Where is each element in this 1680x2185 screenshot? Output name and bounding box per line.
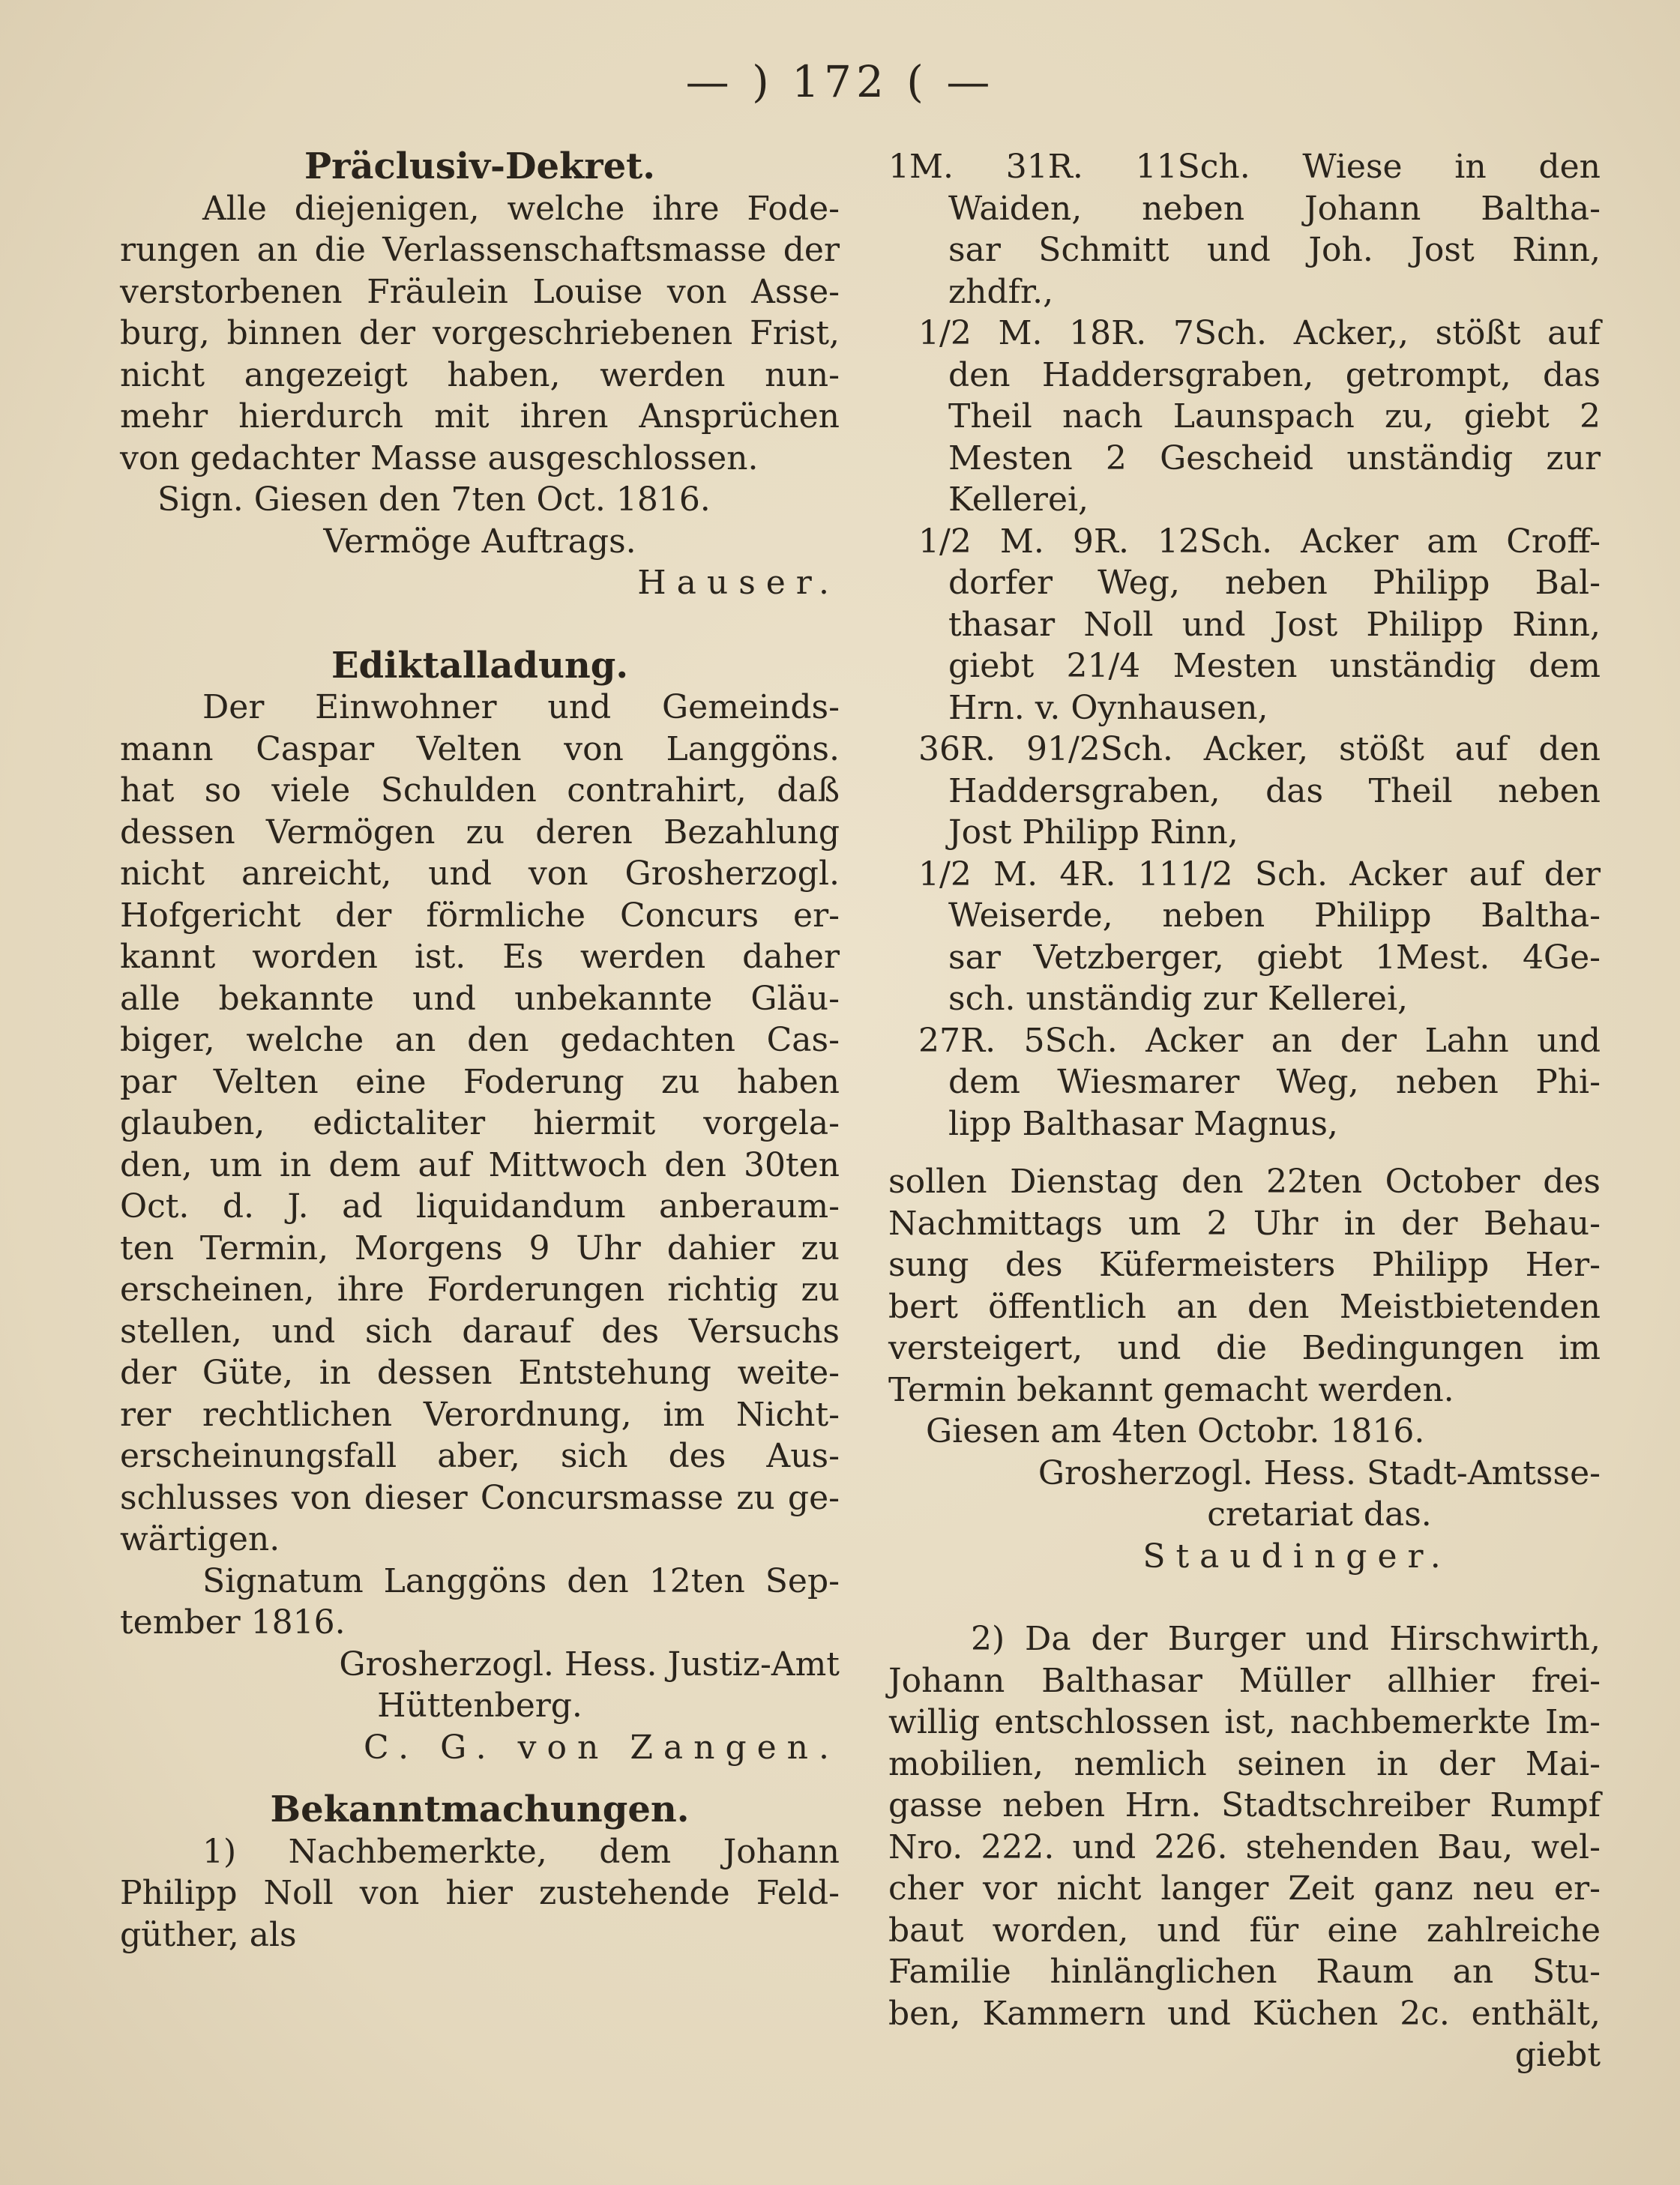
text-line: zhdfr.,	[948, 272, 1054, 311]
text-line: den, um in dem auf Mittwoch den 30ten	[120, 1145, 840, 1184]
text-line: schlusses von dieser Concursmasse zu ge-	[120, 1478, 840, 1517]
text-line: der Güte, in dessen Entstehung weite-	[120, 1354, 840, 1392]
text-line: burg, binnen der vorgeschriebenen Frist,	[120, 314, 840, 352]
text-line: verstorbenen Fräulein Louise von Asse-	[120, 272, 840, 311]
signer-name: Hauser.	[637, 564, 840, 602]
text-line: 27R. 5Sch. Acker an der Lahn und	[918, 1021, 1601, 1060]
section-title-ediktalladung: Ediktalladung.	[331, 644, 629, 687]
text-line: par Velten eine Foderung zu haben	[120, 1062, 840, 1101]
text-line: versteigert, und die Bedingungen im	[888, 1329, 1601, 1367]
text-line: Nachmittags um 2 Uhr in der Behau-	[888, 1204, 1601, 1243]
authority-line: Grosherzogl. Hess. Justiz-Amt	[339, 1645, 840, 1684]
text-line: Philipp Noll von hier zustehende Feld-	[120, 1874, 840, 1912]
text-line: cher vor nicht langer Zeit ganz neu er-	[888, 1869, 1601, 1908]
text-line: güther, als	[120, 1915, 297, 1954]
text-line: sung des Küfermeisters Philipp Her-	[888, 1246, 1601, 1284]
text-line: Familie hinlänglichen Raum an Stu-	[888, 1953, 1601, 1991]
text-line: Hrn. v. Oynhausen,	[948, 688, 1268, 727]
property-entry	[888, 313, 1601, 521]
text-line: 1M. 31R. 11Sch. Wiese in den	[888, 148, 1601, 186]
property-entry	[888, 521, 1601, 729]
text-line: rer rechtlichen Verordnung, im Nicht-	[120, 1395, 840, 1434]
text-line: Kellerei,	[948, 480, 1089, 519]
text-line: Hofgericht der förmliche Concurs er-	[120, 896, 840, 935]
text-line: willig entschlossen ist, nachbemerkte Im-	[888, 1703, 1601, 1741]
signer-name: C. G. von Zangen.	[364, 1728, 840, 1767]
text-line: Mesten 2 Gescheid unständig zur	[948, 438, 1601, 477]
catchword: giebt	[1514, 2036, 1601, 2074]
text-line: Oct. d. J. ad liquidandum anberaum-	[120, 1187, 840, 1226]
text-line: ben, Kammern und Küchen 2c. enthält,	[888, 1994, 1601, 2033]
text-line: Waiden, neben Johann Baltha-	[948, 189, 1601, 228]
text-line: Jost Philipp Rinn,	[948, 813, 1238, 852]
section-title-bekanntmachungen: Bekanntmachungen.	[270, 1788, 690, 1830]
text-line: mehr hierdurch mit ihren Ansprüchen	[120, 397, 840, 436]
text-line: erscheinungsfall aber, sich des Aus-	[120, 1437, 840, 1475]
text-line: sar Vetzberger, giebt 1Mest. 4Ge-	[948, 938, 1601, 977]
signature-date: Giesen am 4ten Octobr. 1816.	[926, 1412, 1425, 1450]
text-line: lipp Balthasar Magnus,	[948, 1104, 1338, 1143]
property-entry	[888, 729, 1601, 854]
text-line: nicht angezeigt haben, werden nun-	[120, 355, 840, 394]
text-line: Der Einwohner und Gemeinds-	[202, 688, 840, 726]
text-line: dem Wiesmarer Weg, neben Phi-	[948, 1063, 1601, 1101]
text-line: 1) Nachbemerkte, dem Johann	[202, 1832, 840, 1871]
property-list	[888, 146, 1601, 1145]
text-line: Alle diejenigen, welche ihre Fode-	[202, 189, 840, 228]
text-line: den Haddersgraben, getrompt, das	[948, 355, 1601, 394]
authority-line: cretariat das.	[1207, 1495, 1432, 1534]
text-line: giebt 21/4 Mesten unständig dem	[948, 647, 1601, 685]
page-number: — ) 172 ( —	[685, 56, 995, 107]
signature-date: Sign. Giesen den 7ten Oct. 1816.	[157, 480, 711, 519]
authority-line: Hüttenberg.	[377, 1687, 582, 1725]
text-line: Nro. 222. und 226. stehenden Bau, wel-	[888, 1827, 1601, 1866]
text-line: rungen an die Verlassenschaftsmasse der	[120, 231, 840, 269]
text-line: sollen Dienstag den 22ten October des	[888, 1163, 1601, 1201]
text-line: alle bekannte und unbekannte Gläu-	[120, 979, 840, 1018]
text-line: 1/2 M. 9R. 12Sch. Acker am Croff-	[918, 522, 1601, 561]
property-entry	[888, 146, 1601, 313]
text-line: von gedachter Masse ausgeschlossen.	[120, 438, 759, 477]
text-line: Weiserde, neben Philipp Baltha-	[948, 896, 1601, 935]
text-line: 1/2 M. 18R. 7Sch. Acker,, stößt auf	[918, 314, 1601, 352]
text-line: stellen, und sich darauf des Versuchs	[120, 1312, 840, 1351]
property-entry	[888, 854, 1601, 1020]
right-column	[888, 146, 1601, 2076]
text-line: gasse neben Hrn. Stadtschreiber Rumpf	[888, 1786, 1601, 1824]
text-line: glauben, edictaliter hiermit vorgela-	[120, 1104, 840, 1142]
text-line: baut worden, und für eine zahlreiche	[888, 1911, 1601, 1950]
text-line: 2) Da der Burger und Hirschwirth,	[971, 1620, 1601, 1658]
authority-line: Grosherzogl. Hess. Stadt-Amtsse-	[1038, 1453, 1601, 1492]
text-line: dessen Vermögen zu deren Bezahlung	[120, 813, 840, 852]
notice-2	[888, 1618, 1601, 2034]
text-line: hat so viele Schulden contrahirt, daß	[120, 771, 840, 810]
text-line: dorfer Weg, neben Philipp Bal-	[948, 564, 1601, 602]
authority-line: Vermöge Auftrags.	[323, 522, 636, 561]
text-line: sar Schmitt und Joh. Jost Rinn,	[948, 231, 1601, 269]
text-line: biger, welche an den gedachten Cas-	[120, 1021, 840, 1059]
sale-text	[888, 1161, 1601, 1411]
text-line: ten Termin, Morgens 9 Uhr dahier zu	[120, 1229, 840, 1268]
left-column	[120, 146, 840, 1956]
signature-date: tember 1816.	[120, 1603, 346, 1642]
text-line: mann Caspar Velten von Langgöns.	[120, 729, 840, 768]
text-line: wärtigen.	[120, 1520, 280, 1558]
text-line: kannt worden ist. Es werden daher	[120, 938, 840, 976]
text-line: 36R. 91/2Sch. Acker, stößt auf den	[918, 730, 1601, 768]
text-line: Theil nach Launspach zu, giebt 2	[948, 397, 1601, 436]
text-line: Johann Balthasar Müller allhier frei-	[888, 1661, 1601, 1700]
praeclusiv-body	[120, 188, 840, 480]
text-line: bert öffentlich an den Meistbietenden	[888, 1287, 1601, 1326]
bekanntmachungen-body	[120, 1831, 840, 1956]
text-line: sch. unständig zur Kellerei,	[948, 980, 1409, 1018]
text-line: mobilien, nemlich seinen in der Mai-	[888, 1744, 1601, 1783]
text-line: Haddersgraben, das Theil neben	[948, 771, 1601, 810]
text-line: nicht anreicht, und von Grosherzogl.	[120, 855, 840, 893]
section-title-praeclusiv: Präclusiv-Dekret.	[304, 145, 656, 187]
text-line: Termin bekannt gemacht werden.	[888, 1370, 1454, 1409]
ediktalladung-body	[120, 687, 840, 1561]
property-entry	[888, 1020, 1601, 1145]
text-line: erscheinen, ihre Forderungen richtig zu	[120, 1271, 840, 1309]
signature-date: Signatum Langgöns den 12ten Sep-	[202, 1561, 840, 1600]
signer-name: Staudinger.	[1142, 1537, 1451, 1576]
text-line: 1/2 M. 4R. 111/2 Sch. Acker auf der	[918, 855, 1601, 893]
text-line: thasar Noll und Jost Philipp Rinn,	[948, 605, 1601, 644]
